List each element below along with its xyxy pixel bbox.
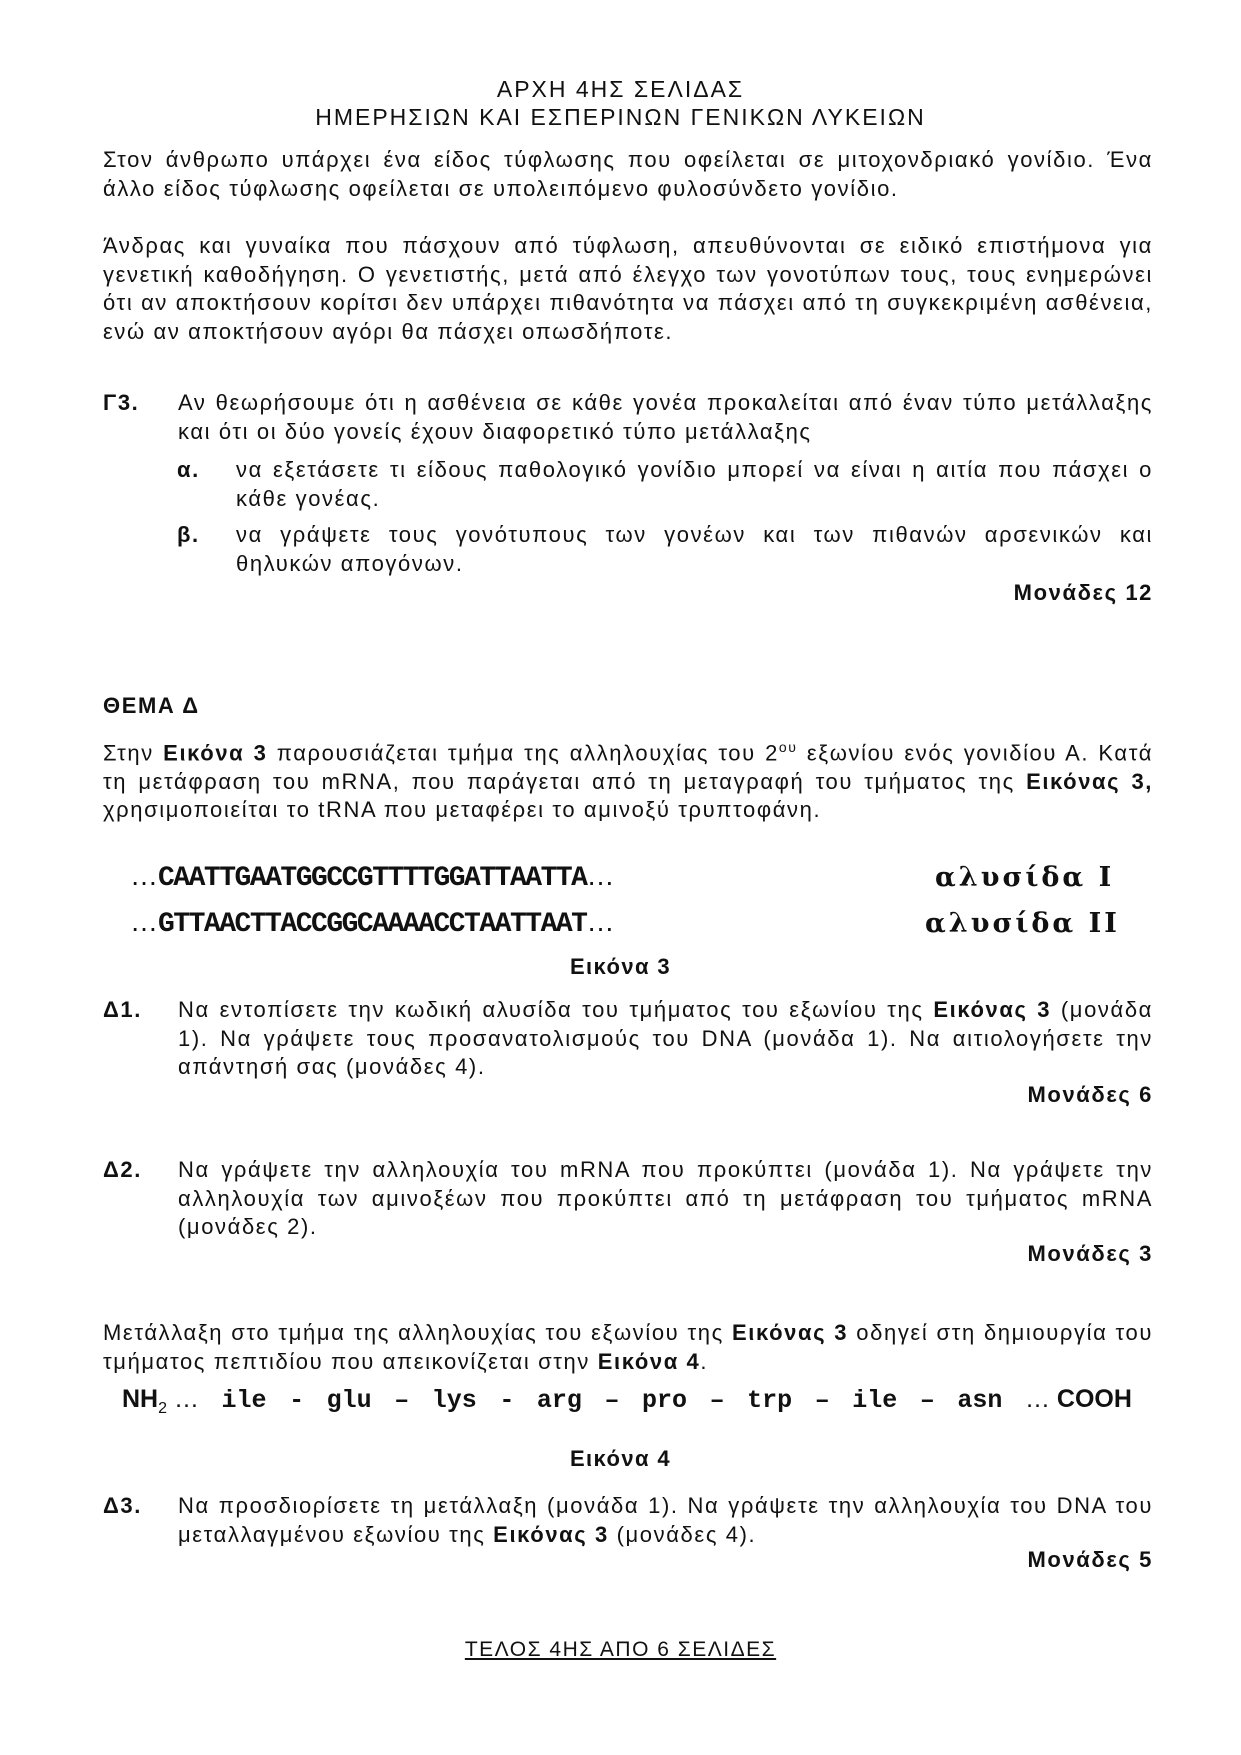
peptide-bond: - [289, 1386, 305, 1415]
question-d1-text [178, 996, 1153, 1082]
mutation-paragraph [103, 1319, 1153, 1376]
question-d3-ref: Εικόνας 3 [493, 1521, 609, 1547]
section-title: ΘΕΜΑ Δ [103, 693, 200, 718]
strand-2-label: αλυσίδα II [925, 908, 1120, 939]
amino-acid: pro [642, 1386, 688, 1415]
peptide-ellipsis-start: … [167, 1385, 199, 1413]
question-g3-a-text: να εξετάσετε τι είδους παθολογικό γονίδιο μπορεί να είναι η αιτία που πάσχει ο κάθε γονέας. [236, 457, 1153, 511]
question-d1-text-2: (μονάδα 1). Να γράψετε τους προσανατολισμούς του DNA (μονάδα 1). Να αιτιολογήσετε την απάντησή σας (μονάδες 4). [178, 997, 1153, 1079]
amino-acid: asn [957, 1386, 1003, 1415]
question-g3 [103, 389, 1153, 449]
peptide-bond: – [919, 1386, 935, 1415]
peptide-bond: – [814, 1386, 830, 1415]
question-d2 [103, 1156, 1153, 1246]
question-d1-text-1: Να εντοπίσετε την κωδική αλυσίδα του τμήματος του εξωνίου της [178, 997, 934, 1022]
mutation-text-1: Μετάλλαξη στο τμήμα της αλληλουχίας του εξωνίου της [103, 1320, 732, 1345]
question-g3-b [177, 521, 1153, 581]
question-d3-text-1: Να προσδιορίσετε τη μετάλλαξη (μονάδα 1). Να γράψετε την αλληλουχία του DNA του μεταλλαγμένου εξωνίου της [178, 1493, 1153, 1547]
mutation-text-2: οδηγεί στη δημιουργία του τμήματος πεπτιδίου που απεικονίζεται στην [103, 1320, 1154, 1374]
amino-acid: arg [536, 1386, 582, 1415]
figure-3-caption: Εικόνα 3 [569, 954, 672, 979]
theme-intro-superscript: ου [778, 739, 798, 755]
mutation-ref-2: Εικόνα 4 [597, 1348, 701, 1374]
theme-intro-ref-2: Εικόνας 3, [1026, 768, 1154, 794]
strand-1-sequence [130, 860, 614, 894]
question-d2-label: Δ2. [103, 1157, 142, 1182]
intro-paragraph-1: Στον άνθρωπο υπάρχει ένα είδος τύφλωσης που οφείλεται σε μιτοχονδριακό γονίδιο. Ένα άλλο είδος τύφλωσης οφείλεται σε υπολειπόμενο φυλοσύνδετο γονίδιο. [103, 147, 1153, 201]
mutation-text-3: . [700, 1348, 709, 1374]
theme-intro-ref-1: Εικόνα 3 [163, 740, 268, 766]
peptide-cooh: COOH [1056, 1385, 1132, 1413]
question-d2-text: Να γράψετε την αλληλουχία του mRNA που προκύπτει (μονάδα 1). Να γράψετε την αλληλουχία των αμινοξέων που προκύπτει από τη μετάφραση του τμήματος mRNA (μονάδες 2). [178, 1157, 1153, 1239]
peptide-bond: – [709, 1386, 725, 1415]
question-d1 [103, 996, 1153, 1086]
question-g3-a [177, 456, 1153, 516]
question-d3 [103, 1492, 1153, 1552]
question-g3-text: Αν θεωρήσουμε ότι η ασθένεια σε κάθε γονέα προκαλείται από έναν τύπο μετάλλαξης και ότι οι δύο γονείς έχουν διαφορετικό τύπο μετάλλαξης [178, 390, 1153, 444]
question-d1-label: Δ1. [103, 997, 142, 1022]
strand-2-ellipsis-end: … [586, 906, 615, 937]
page-header-line1: ΑΡΧΗ 4ΗΣ ΣΕΛΙΔΑΣ [496, 76, 745, 102]
question-g3-b-label: β. [177, 522, 200, 547]
mutation-ref-1: Εικόνας 3 [731, 1320, 849, 1345]
peptide-c-terminus [1025, 1385, 1132, 1414]
strand-2-ellipsis-start: … [130, 906, 158, 937]
strand-2-sequence [130, 906, 614, 940]
d2-marks: Μονάδες 3 [1027, 1241, 1153, 1266]
d1-marks: Μονάδες 6 [1027, 1082, 1153, 1107]
strand-1-label: αλυσίδα I [935, 862, 1115, 893]
theme-intro-text-1: Στην [103, 740, 164, 766]
page-header-line2: ΗΜΕΡΗΣΙΩΝ ΚΑΙ ΕΣΠΕΡΙΝΩΝ ΓΕΝΙΚΩΝ ΛΥΚΕΙΩΝ [315, 104, 926, 130]
peptide-ellipsis-end: … [1024, 1385, 1050, 1413]
figure-4-caption: Εικόνα 4 [569, 1446, 672, 1471]
question-g3-b-text: να γράψετε τους γονότυπους των γονέων και των πιθανών αρσενικών και θηλυκών απογόνων. [236, 522, 1153, 576]
question-d1-ref: Εικόνας 3 [933, 997, 1052, 1022]
amino-acid: lys [431, 1386, 477, 1415]
theme-intro-text-2: παρουσιάζεται τμήμα της αλληλουχίας του 2 [267, 740, 779, 766]
g3-marks: Μονάδες 12 [1013, 580, 1153, 605]
peptide-nh: NH [122, 1385, 159, 1413]
d3-marks: Μονάδες 5 [1027, 1547, 1153, 1572]
question-g3-label: Γ3. [103, 390, 140, 415]
peptide-bond: – [394, 1386, 410, 1415]
peptide-sequence [122, 1385, 1132, 1418]
peptide-n-terminus [122, 1385, 199, 1418]
question-d3-text [178, 1492, 1153, 1549]
amino-acid: glu [326, 1386, 372, 1415]
question-g3-a-label: α. [177, 457, 200, 482]
question-d3-label: Δ3. [103, 1493, 142, 1518]
amino-acid: ile [852, 1386, 898, 1415]
strand-2-bases: GTTAACTTACCGGCAAAACCTAATTAAT [158, 909, 587, 940]
page-footer: ΤΕΛΟΣ 4ΗΣ ΑΠΟ 6 ΣΕΛΙΔΕΣ [464, 1638, 777, 1661]
theme-intro-text-3: εξωνίου ενός γονιδίου Α. Κατά τη μετάφραση του mRNA, που παράγεται από τη μεταγραφή του τμήματος της [103, 740, 1154, 794]
strand-1-ellipsis-end: … [586, 860, 615, 891]
theme-intro-text-4: χρησιμοποιείται το tRNA που μεταφέρει το αμινοξύ τρυπτοφάνη. [103, 797, 822, 823]
amino-acid: ile [221, 1386, 267, 1415]
peptide-bond: - [499, 1386, 515, 1415]
intro-paragraph-2: Άνδρας και γυναίκα που πάσχουν από τύφλωση, απευθύνονται σε ειδικό επιστήμονα για γενετική καθοδήγηση. Ο γενετιστής, μετά από έλεγχο των γονοτύπων τους, τους ενημερώνει ότι αν αποκτήσουν κορίτσι δεν υπάρχει πιθανότητα να πάσχει από τη συγκεκριμένη ασθένεια, ενώ αν αποκτήσουν αγόρι θα πάσχει οπωσδήποτε. [103, 233, 1153, 344]
question-d3-text-2: (μονάδες 4). [608, 1521, 757, 1547]
strand-1-bases: CAATTGAATGGCCGTTTTGGATTAATTA [158, 863, 587, 894]
peptide-bond: – [604, 1386, 620, 1415]
peptide-nh-subscript: 2 [158, 1400, 168, 1417]
strand-1-ellipsis-start: … [130, 860, 158, 891]
amino-acid: trp [747, 1386, 793, 1415]
theme-intro [103, 733, 1153, 825]
